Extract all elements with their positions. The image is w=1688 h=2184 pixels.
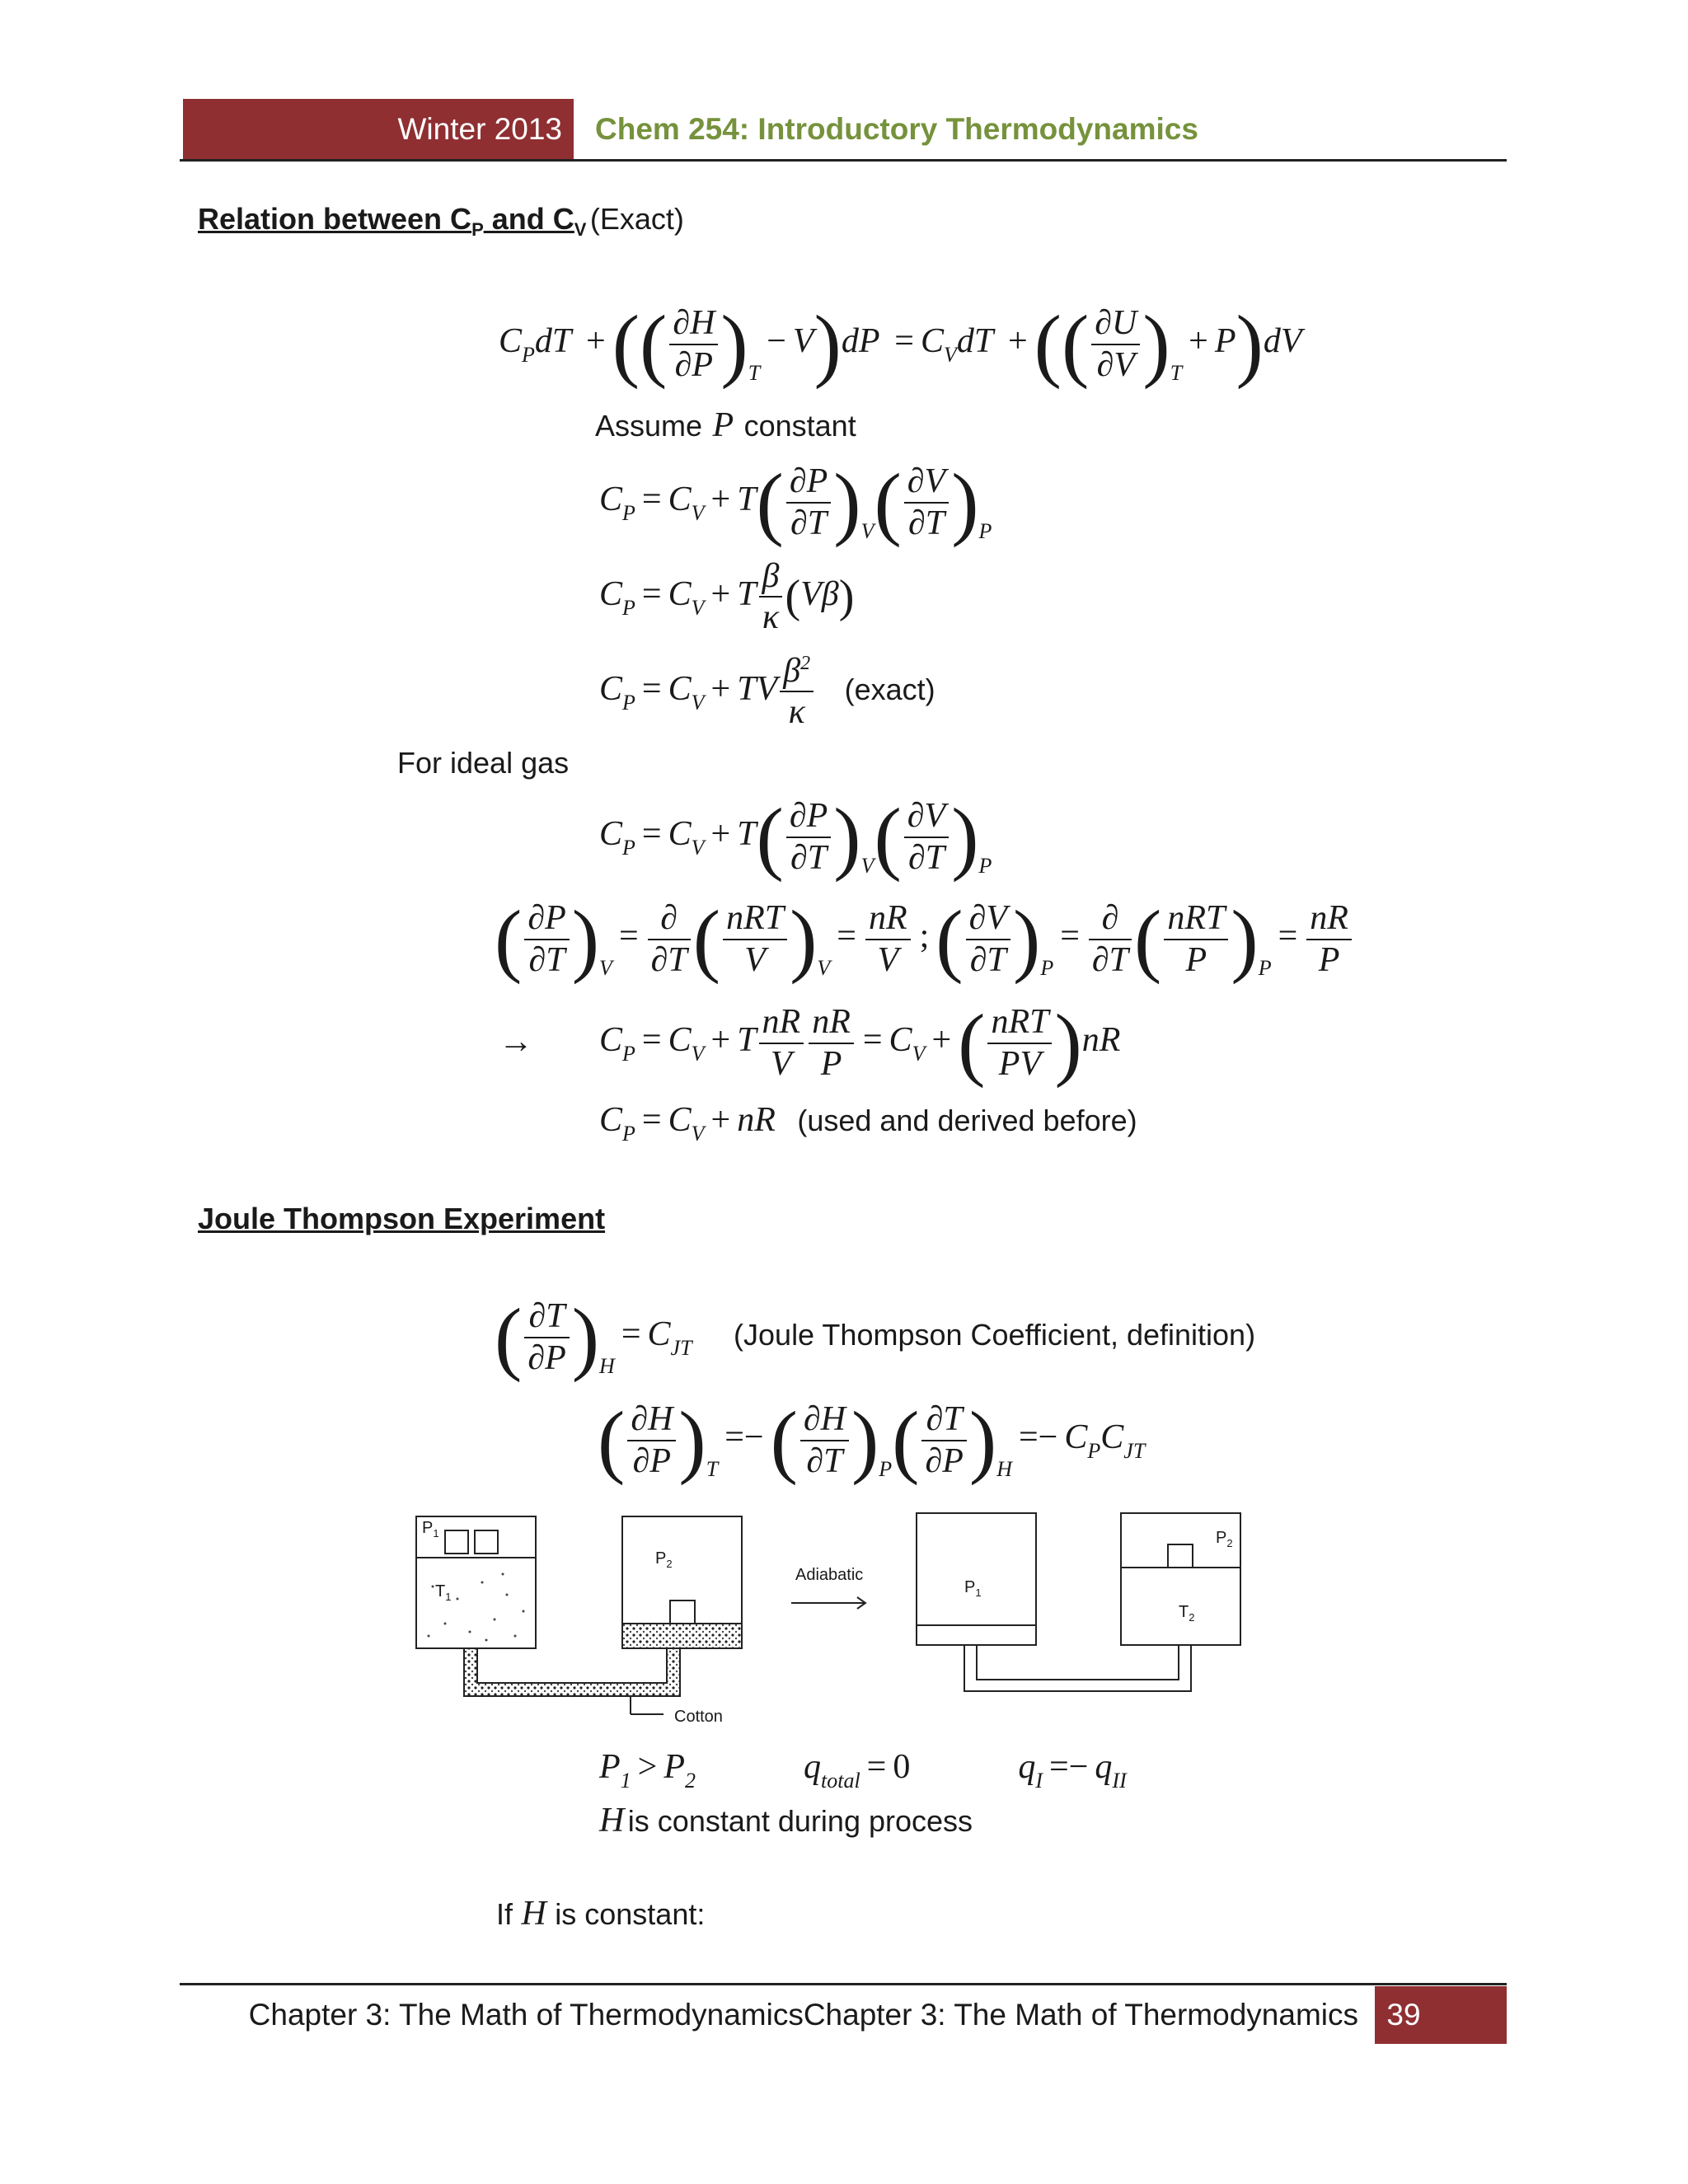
exact-note: (exact) [844,672,935,706]
h-constant-line: H is constant during process [599,1802,973,1840]
header-term: Winter 2013 [397,112,562,146]
label-final-t2: $T_2$ [1179,1603,1195,1624]
header-course-title: Chem 254: Introductory Thermodynamics [595,112,1198,146]
used-note: (used and derived before) [797,1104,1137,1137]
equation-dh-dp: ( $\frac{\partial H}{\partial P}$ )$_T=-$( $\frac{\partial H}{\partial T}$ )$_P$( $\frac{\partial T}{\partial P}$ )$_H=- C_PC_{JT}$ [598,1394,1146,1486]
label-final-p1: $P_1$ [964,1578,982,1599]
porous-layer [622,1624,742,1648]
footer-chapter: Chapter 3: The Math of ThermodynamicsChapter 3: The Math of Thermodynamics [248,1998,1358,2032]
equation-cp-ideal-derivation: $C_P = C_V + T$ $\frac{nR}{V}$ $\frac{nR}{P}$ = $C_V$ +( nRT PV )nR [599,997,1121,1089]
joule-thompson-diagram [408,1508,1261,1722]
if-h-constant-line: If H is constant: [496,1895,706,1933]
label-p2: $P_2$ [655,1549,673,1570]
label-adiabatic: Adiabatic [795,1566,864,1584]
header-rule [180,159,1507,162]
label-p1: $P_1$ [422,1519,439,1540]
equation-cp-ideal: $C_P = C_V + T$( $\frac{\partial P}{\partial T}$ )$_V$( $\frac{\partial V}{\partial T}$ )$_P$ [599,791,992,883]
equation-cp-beta-kappa: $C_P = C_V + T$ $\frac{\beta}{\kappa}$ (Vβ) [599,557,855,637]
jt-note: (Joule Thompson Coefficient, definition) [734,1318,1256,1352]
label-t1: $T_1$ [435,1582,452,1603]
equation-total-differential: $C_PdT$ +(( $\frac{\partial H}{\partial P}$ )$_T- V)dP = C_VdT$ +(( $\frac{\partial U}{\partial V}$ )$_T+ P)dV$ [499,298,1302,390]
equation-jt-coefficient: ( $\frac{\partial T}{\partial P}$ )$_H= C_{JT}$ (Joule Thompson Coefficient, definition) [495,1291,1256,1383]
equation-conditions: $P_1 > P_2$ $q_{total} = 0$ $q_I =- q_{II}$ [599,1748,1127,1793]
cotton-pipe [464,1648,680,1696]
section-heading-cp-cv: Relation between $C_P$ and $C_V$ (Exact) [198,202,684,241]
label-cotton: Cotton [674,1708,723,1726]
weight-block [475,1530,498,1554]
section-heading-joule-thompson: Joule Thompson Experiment [198,1202,606,1235]
equation-cp-partials: $C_P = C_V + T$( $\frac{\partial P}{\partial T}$ )$_V$( $\frac{\partial V}{\partial T}$ )$_P$ [599,457,992,548]
footer-rule [180,1983,1507,1985]
weight-block [1168,1544,1193,1568]
heading-note: (Exact) [589,202,684,236]
assume-line: Assume P constant [595,406,856,444]
weight-block [670,1601,695,1624]
final-pipe [964,1645,1191,1691]
ideal-gas-label: For ideal gas [397,746,570,780]
equation-cp-exact: $C_P = C_V$ + TV $\frac{\beta^2}{\kappa}$ (exact) [599,652,935,732]
equation-ideal-partials: ( $\frac{\partial P}{\partial T}$ )$_V=$ ∂ ∂T ( nRT V )$_V=$ $\frac{nR}{V}$ ;( $\frac{\partial V}{\partial T}$ )$_P=$ ∂ ∂T ( nRT P )$_P=$ $\frac{nR}{P}$ [495,892,1354,987]
label-final-p2: $P_2$ [1216,1529,1233,1549]
equation-cp-cv-nr: $C_P = C_V$ + nR (used and derived before) [599,1101,1137,1146]
page-number: 39 [1386,1998,1421,2032]
arrow-symbol: → [499,1023,533,1061]
weight-block [445,1530,468,1554]
